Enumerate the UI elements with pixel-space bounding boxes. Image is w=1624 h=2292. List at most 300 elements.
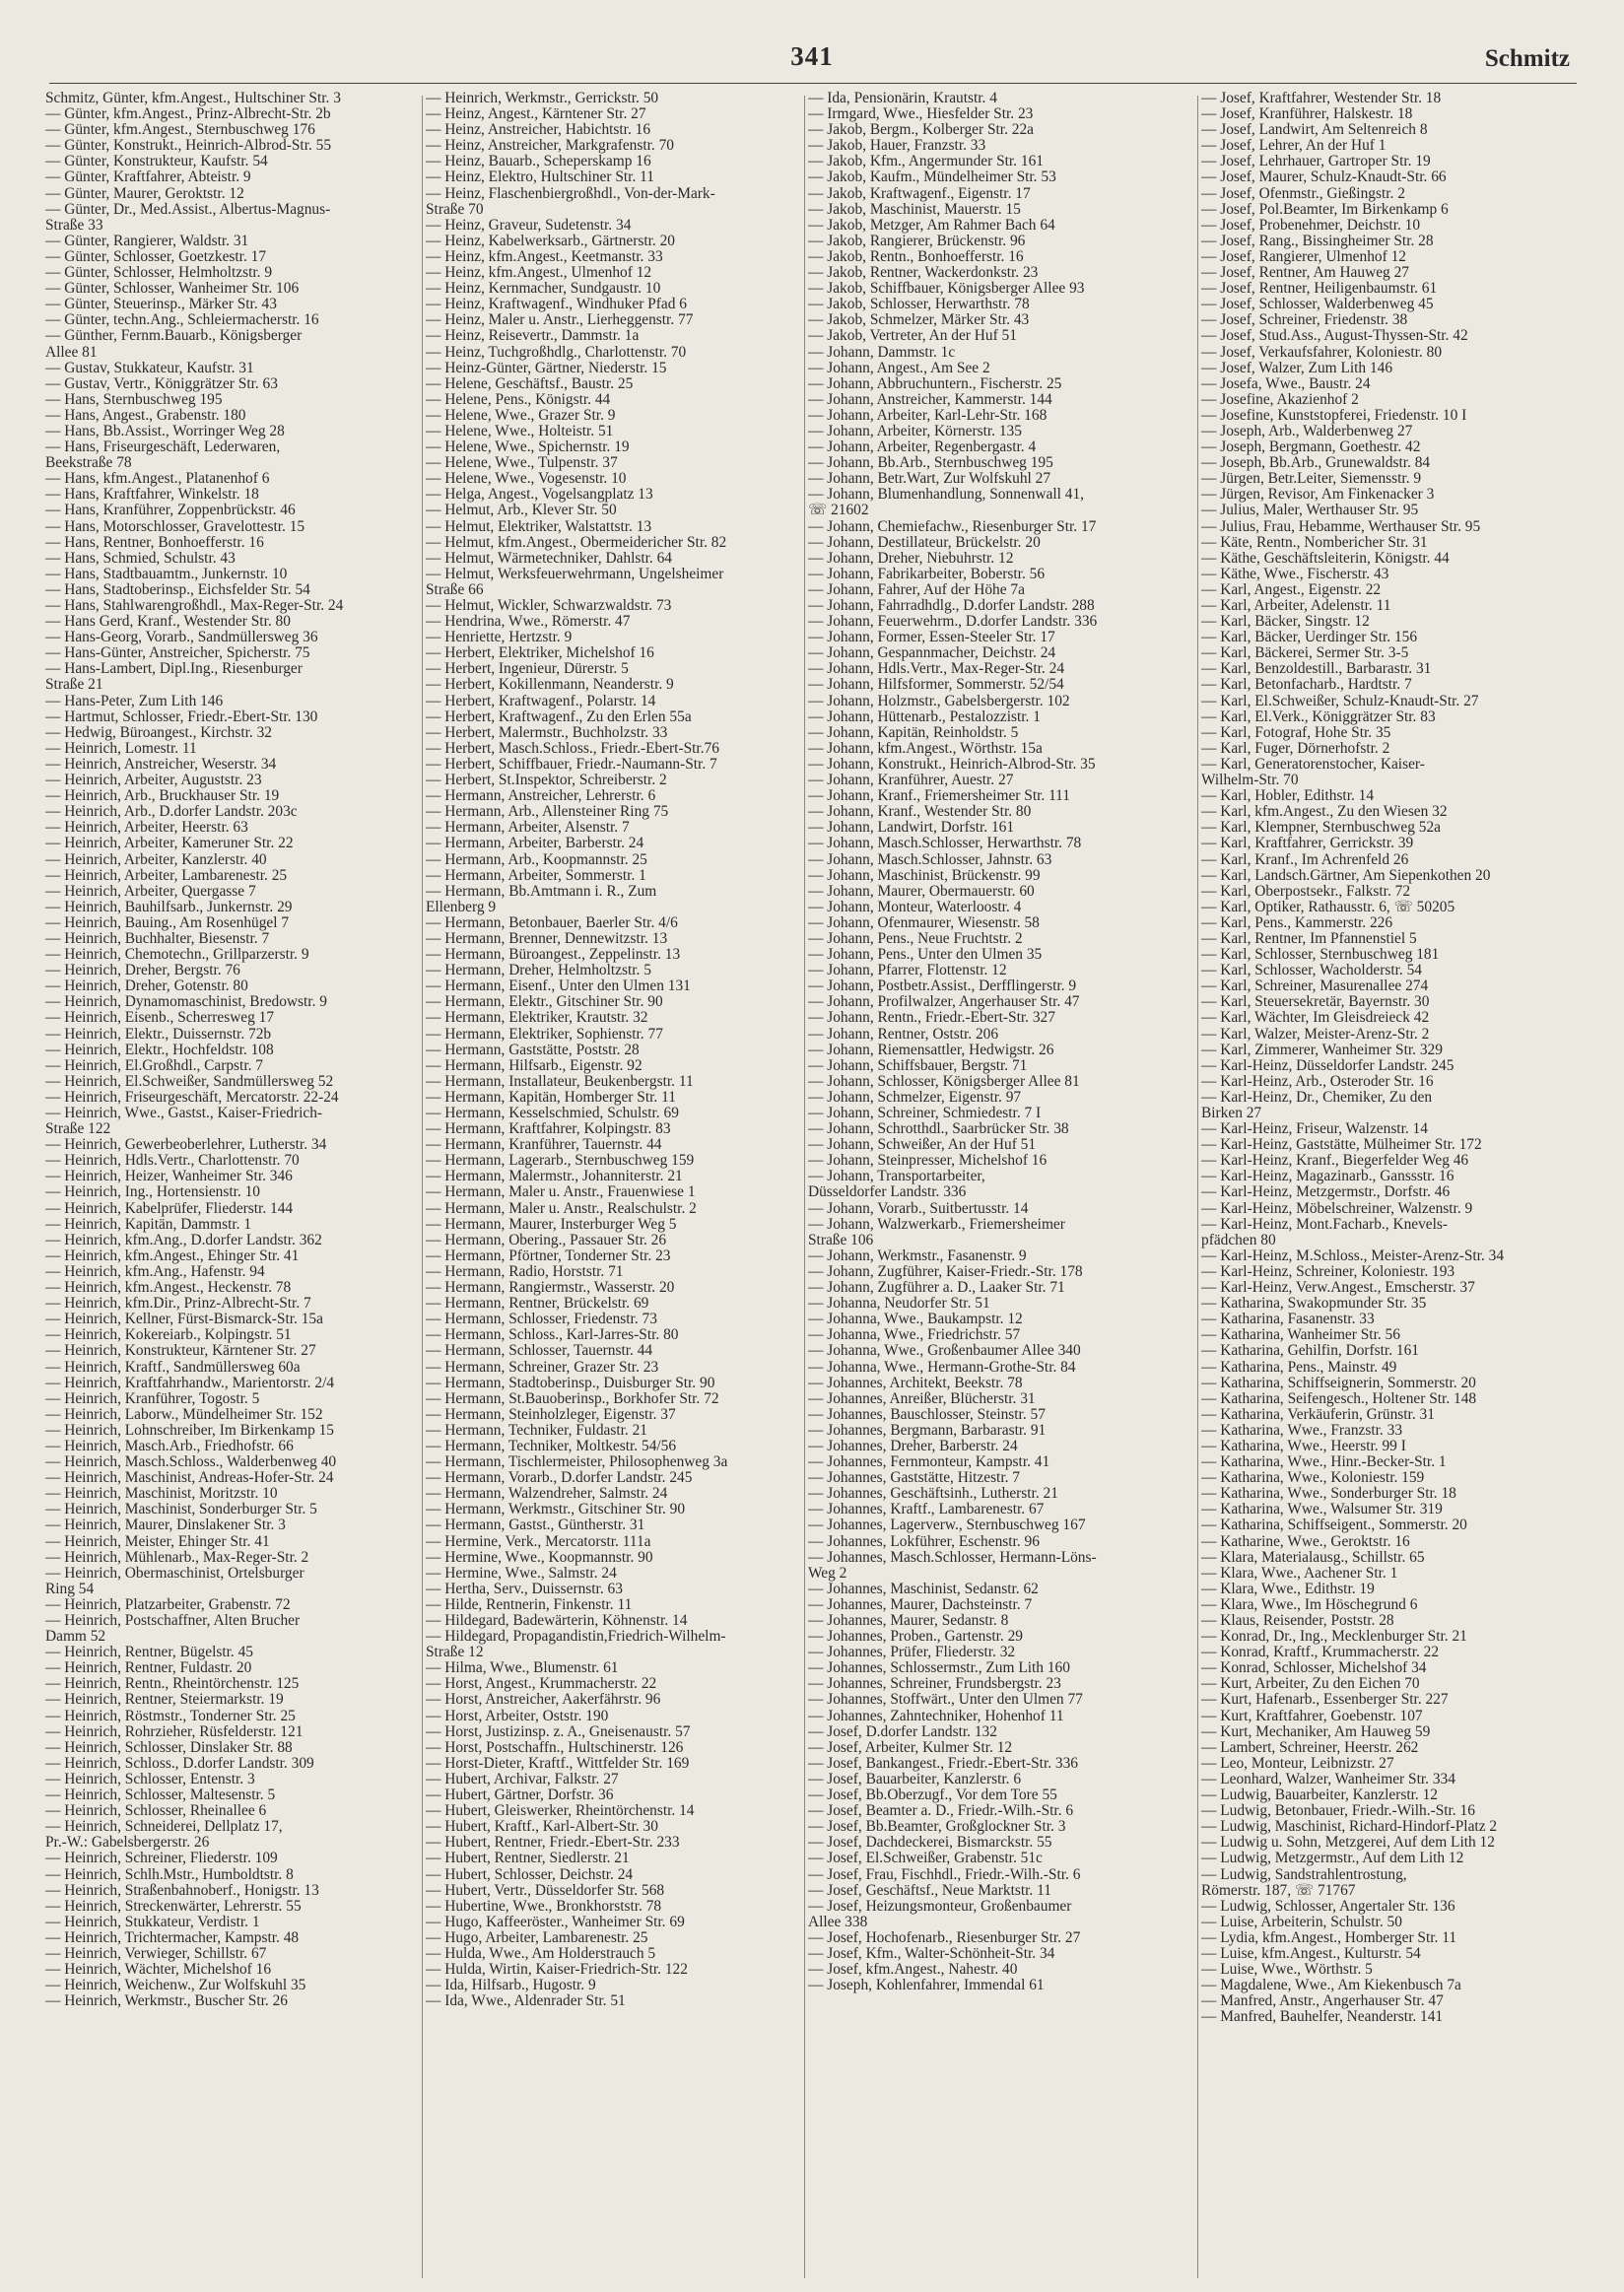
- directory-entry: — Katharina, Schiffseigent., Sommerstr. 20: [1201, 1517, 1467, 1534]
- directory-entry: — Johannes, Maurer, Dachsteinstr. 7: [808, 1596, 1033, 1613]
- directory-entry: — Heinz, Elektro, Hultschiner Str. 11: [426, 169, 654, 186]
- directory-entry: — Heinrich, kfm.Angest., Ehinger Str. 41: [45, 1247, 300, 1264]
- directory-entry: — Hermann, Walzendreher, Salmstr. 24: [426, 1486, 668, 1503]
- directory-entry: — Karl, Optiker, Rathausstr. 6, ☏ 50205: [1201, 899, 1455, 915]
- directory-entry: — Heinz-Günter, Gärtner, Niederstr. 15: [426, 360, 667, 376]
- directory-entry: — Katharina, Wwe., Walsumer Str. 319: [1201, 1502, 1443, 1518]
- directory-entry: — Julius, Maler, Werthauser Str. 95: [1201, 503, 1419, 519]
- directory-entry: — Josef, Bankangest., Friedr.-Ebert-Str. 336: [808, 1755, 1078, 1772]
- directory-entry: — Heinrich, Buchhalter, Biesenstr. 7: [45, 930, 270, 947]
- directory-entry: — Johann, Arbeiter, Karl-Lehr-Str. 168: [808, 407, 1048, 424]
- directory-entry: — Johann, Holzmstr., Gabelsbergerstr. 102: [808, 693, 1070, 709]
- directory-entry: — Horst, Justizinsp. z. A., Gneisenaustr. 57: [426, 1723, 691, 1740]
- directory-entry: — Karl, Pens., Kammerstr. 226: [1201, 914, 1393, 931]
- directory-entry: — Lydia, kfm.Angest., Homberger Str. 11: [1201, 1929, 1457, 1946]
- directory-entry: — Helmut, Werksfeuerwehrmann, Ungelsheimer: [426, 566, 724, 582]
- directory-entry: — Kurt, Hafenarb., Essenberger Str. 227: [1201, 1692, 1449, 1709]
- directory-entry: — Josef, Beamter a. D., Friedr.-Wilh.-Str. 6: [808, 1803, 1074, 1820]
- directory-entry: — Josef, D.dorfer Landstr. 132: [808, 1723, 997, 1740]
- directory-entry: — Hermann, Dreher, Helmholtzstr. 5: [426, 963, 651, 979]
- directory-entry: — Käthe, Wwe., Fischerstr. 43: [1201, 566, 1389, 582]
- directory-entry: — Hermann, Techniker, Fuldastr. 21: [426, 1422, 647, 1439]
- directory-entry: — Hermann, Arbeiter, Barberstr. 24: [426, 836, 644, 852]
- directory-entry: — Heinz, Kabelwerksarb., Gärtnerstr. 20: [426, 233, 676, 249]
- directory-entry: Straße 122: [45, 1121, 111, 1138]
- directory-entry: — Johann, Abbruchuntern., Fischerstr. 25: [808, 375, 1062, 392]
- directory-entry: — Johann, Destillateur, Brückelstr. 20: [808, 534, 1041, 551]
- directory-entry: — Hubertine, Wwe., Bronkhorststr. 78: [426, 1898, 662, 1915]
- directory-entry: — Karl, Bäcker, Singstr. 12: [1201, 614, 1370, 631]
- directory-entry: — Jürgen, Revisor, Am Finkenacker 3: [1201, 487, 1435, 504]
- directory-entry: — Hermann, Malermstr., Johanniterstr. 21: [426, 1169, 683, 1185]
- directory-entry: — Josef, Kranführer, Halskestr. 18: [1201, 106, 1413, 123]
- directory-entry: — Johannes, Maschinist, Sedanstr. 62: [808, 1581, 1039, 1597]
- directory-entry: — Horst, Arbeiter, Oststr. 190: [426, 1708, 609, 1724]
- directory-entry: — Hermann, Gaststätte, Poststr. 28: [426, 1042, 640, 1058]
- directory-entry: — Hermann, Arb., Koopmannstr. 25: [426, 851, 647, 868]
- directory-entry: — Hermann, Stadtoberinsp., Duisburger Str. 90: [426, 1375, 715, 1391]
- directory-entry: — Günter, kfm.Angest., Prinz-Albrecht-Str. 2b: [45, 106, 331, 123]
- directory-entry: Römerstr. 187, ☏ 71767: [1201, 1882, 1356, 1899]
- directory-entry: — Johann, Postbetr.Assist., Derfflingerstr. 9: [808, 978, 1077, 995]
- directory-entry: — Hermann, Elektriker, Krautstr. 32: [426, 1010, 648, 1027]
- directory-entry: — Klara, Materialausg., Schillstr. 65: [1201, 1549, 1425, 1566]
- directory-entry: — Hermann, Steinholzleger, Eigenstr. 37: [426, 1406, 676, 1423]
- directory-entry: — Joseph, Bergmann, Goethestr. 42: [1201, 439, 1421, 456]
- directory-entry: — Jakob, Rangierer, Brückenstr. 96: [808, 233, 1026, 249]
- column-divider: [804, 96, 805, 2278]
- directory-entry: — Gustav, Stukkateur, Kaufstr. 31: [45, 360, 254, 376]
- directory-entry: — Johann, Hdls.Vertr., Max-Reger-Str. 24: [808, 661, 1065, 678]
- directory-entry: — Heinrich, Schlosser, Entenstr. 3: [45, 1771, 255, 1787]
- directory-entry: — Hermann, Werkmstr., Gitschiner Str. 90: [426, 1502, 686, 1518]
- directory-entry: — Johann, Hilfsformer, Sommerstr. 52/54: [808, 677, 1064, 694]
- directory-entry: — Heinrich, Kabelprüfer, Fliederstr. 144: [45, 1200, 294, 1217]
- directory-entry: — Heinrich, Lomestr. 11: [45, 740, 197, 757]
- directory-entry: — Johann, Angest., Am See 2: [808, 360, 990, 376]
- directory-entry: — Johann, Betr.Wart, Zur Wolfskuhl 27: [808, 471, 1051, 488]
- directory-entry: — Johanna, Wwe., Hermann-Grothe-Str. 84: [808, 1359, 1076, 1376]
- directory-entry: — Josefine, Kunststopferei, Friedenstr. 10 I: [1201, 407, 1467, 424]
- directory-entry: — Heinrich, Maurer, Dinslakener Str. 3: [45, 1517, 286, 1534]
- directory-entry: — Hermann, Kranführer, Tauernstr. 44: [426, 1137, 662, 1154]
- directory-entry: — Günter, Schlosser, Wanheimer Str. 106: [45, 281, 300, 298]
- directory-entry: — Hermann, Schlosser, Tauernstr. 44: [426, 1343, 653, 1360]
- directory-entry: — Jakob, Schiffbauer, Königsberger Allee 93: [808, 281, 1085, 298]
- directory-entry: — Karl, Kraftfahrer, Gerrickstr. 39: [1201, 836, 1414, 852]
- directory-entry: — Heinrich, Maschinist, Sonderburger Str. 5: [45, 1502, 317, 1518]
- directory-entry: — Johann, Maschinist, Brückenstr. 99: [808, 867, 1041, 884]
- directory-entry: — Heinrich, Stukkateur, Verdistr. 1: [45, 1914, 260, 1930]
- directory-entry: — Heinz, Kraftwagenf., Windhuker Pfad 6: [426, 297, 687, 313]
- directory-entry: pfädchen 80: [1201, 1232, 1276, 1248]
- directory-entry: Beekstraße 78: [45, 455, 132, 472]
- directory-entry: — Katharine, Wwe., Geroktstr. 16: [1201, 1533, 1410, 1550]
- directory-entry: — Johann, Arbeiter, Körnerstr. 135: [808, 423, 1022, 439]
- directory-entry: — Hedwig, Büroangest., Kirchstr. 32: [45, 724, 272, 741]
- directory-entry: — Karl, Schlosser, Wacholderstr. 54: [1201, 963, 1422, 979]
- directory-entry: Allee 338: [808, 1914, 868, 1930]
- directory-entry: — Heinrich, Postschaffner, Alten Brucher: [45, 1613, 301, 1629]
- directory-entry: — Josef, Heizungsmonteur, Großenbaumer: [808, 1898, 1072, 1915]
- directory-entry: — Heinrich, Dreher, Bergstr. 76: [45, 963, 240, 979]
- directory-entry: — Katharina, Seifengesch., Holtener Str. 148: [1201, 1390, 1477, 1407]
- directory-entry: — Kurt, Mechaniker, Am Hauweg 59: [1201, 1723, 1431, 1740]
- directory-entry: — Johannes, Architekt, Beekstr. 78: [808, 1375, 1023, 1391]
- directory-entry: — Heinrich, Dreher, Gotenstr. 80: [45, 978, 248, 995]
- directory-entry: — Heinrich, Arb., D.dorfer Landstr. 203c: [45, 804, 298, 821]
- directory-entry: — Karl, Rentner, Im Pfannenstiel 5: [1201, 930, 1417, 947]
- directory-entry: — Herbert, Schiffbauer, Friedr.-Naumann-Str. 7: [426, 756, 717, 773]
- directory-entry: — Leonhard, Walzer, Wanheimer Str. 334: [1201, 1771, 1455, 1787]
- directory-entry: — Konrad, Schlosser, Michelshof 34: [1201, 1660, 1427, 1677]
- directory-entry: — Heinrich, Ing., Hortensienstr. 10: [45, 1184, 260, 1201]
- directory-entry: — Heinrich, Röstmstr., Tonderner Str. 25: [45, 1708, 296, 1724]
- directory-entry: — Josef, Ofenmstr., Gießingstr. 2: [1201, 185, 1405, 202]
- directory-entry: — Hermann, Obering., Passauer Str. 26: [426, 1232, 667, 1248]
- directory-entry: — Jakob, Schmelzer, Märker Str. 43: [808, 312, 1030, 329]
- directory-entry: — Hermann, Arbeiter, Alsenstr. 7: [426, 820, 630, 837]
- directory-entry: — Hermann, Bb.Amtmann i. R., Zum: [426, 883, 657, 900]
- directory-entry: — Johann, Kapitän, Reinholdstr. 5: [808, 724, 1019, 741]
- directory-entry: — Günter, Konstrukteur, Kaufstr. 54: [45, 154, 268, 170]
- directory-entry: Ring 54: [45, 1581, 95, 1597]
- directory-entry: — Jakob, Kaufm., Mündelheimer Str. 53: [808, 169, 1056, 186]
- directory-entry: — Hans Gerd, Kranf., Westender Str. 80: [45, 614, 291, 631]
- directory-entry: — Heinrich, kfm.Angest., Heckenstr. 78: [45, 1280, 292, 1297]
- directory-entry: — Heinrich, Werkmstr., Buscher Str. 26: [45, 1993, 288, 2010]
- directory-entry: — Heinrich, Elektr., Duissernstr. 72b: [45, 1026, 272, 1043]
- directory-entry: — Herbert, Kokillenmann, Neanderstr. 9: [426, 677, 674, 694]
- directory-entry: — Katharina, Wwe., Heerstr. 99 I: [1201, 1438, 1406, 1454]
- directory-entry: — Hilma, Wwe., Blumenstr. 61: [426, 1660, 619, 1677]
- directory-entry: — Günter, Schlosser, Helmholtzstr. 9: [45, 265, 273, 282]
- directory-entry: — Heinrich, Platzarbeiter, Grabenstr. 72: [45, 1596, 291, 1613]
- directory-entry: — Josef, Lehrer, An der Huf 1: [1201, 138, 1387, 155]
- directory-entry: — Horst, Postschaffn., Hultschinerstr. 126: [426, 1739, 684, 1756]
- directory-entry: Allee 81: [45, 344, 98, 361]
- directory-entry: — Heinrich, Schneiderei, Dellplatz 17,: [45, 1819, 283, 1836]
- directory-entry: — Heinrich, Arb., Bruckhauser Str. 19: [45, 788, 280, 805]
- directory-entry: Birken 27: [1201, 1106, 1262, 1121]
- directory-entry: — Helmut, Wärmetechniker, Dahlstr. 64: [426, 550, 672, 567]
- directory-entry: — Heinrich, Arbeiter, Kameruner Str. 22: [45, 836, 294, 852]
- directory-entry: — Hubert, Kraftf., Karl-Albert-Str. 30: [426, 1819, 658, 1836]
- directory-entry: — Hermann, Pförtner, Tonderner Str. 23: [426, 1247, 671, 1264]
- directory-entry: — Horst-Dieter, Kraftf., Wittfelder Str. 169: [426, 1755, 690, 1772]
- directory-entry: — Johannes, Schlossermstr., Zum Lith 160: [808, 1660, 1070, 1677]
- directory-entry: — Karl-Heinz, M.Schloss., Meister-Arenz-Str. 34: [1201, 1247, 1505, 1264]
- directory-entry: — Karl, Arbeiter, Adelenstr. 11: [1201, 598, 1391, 614]
- directory-entry: — Horst, Anstreicher, Aakerfährstr. 96: [426, 1692, 661, 1709]
- directory-entry: — Heinz, kfm.Angest., Keetmanstr. 33: [426, 248, 663, 265]
- directory-entry: — Josef, Kraftfahrer, Westender Str. 18: [1201, 91, 1442, 106]
- directory-entry: — Helmut, kfm.Angest., Obermeidericher Str. 82: [426, 534, 727, 551]
- directory-entry: — Heinrich, Kraftf., Sandmüllersweg 60a: [45, 1359, 301, 1376]
- directory-entry: — Johann, Schreiner, Schmiedestr. 7 I: [808, 1106, 1042, 1121]
- directory-entry: — Johann, Fahrer, Auf der Höhe 7a: [808, 581, 1025, 598]
- directory-entry: — Jakob, Kraftwagenf., Eigenstr. 17: [808, 185, 1031, 202]
- directory-entry: — Heinrich, Schlosser, Maltesenstr. 5: [45, 1787, 276, 1804]
- directory-entry: — Hubert, Vertr., Düsseldorfer Str. 568: [426, 1882, 665, 1899]
- directory-entry: Düsseldorfer Landstr. 336: [808, 1184, 967, 1201]
- directory-entry: — Hans, Sternbuschweg 195: [45, 391, 223, 408]
- directory-entry: — Heinrich, Arbeiter, Kanzlerstr. 40: [45, 851, 267, 868]
- directory-entry: — Klara, Wwe., Edithstr. 19: [1201, 1581, 1375, 1597]
- directory-entry: — Hermann, Maler u. Anstr., Realschulstr. 2: [426, 1200, 697, 1217]
- directory-entry: — Karl, Schlosser, Sternbuschweg 181: [1201, 947, 1440, 964]
- directory-entry: — Hermann, Kraftfahrer, Kolpingstr. 83: [426, 1121, 671, 1138]
- directory-entry: — Heinrich, Kraftfahrhandw., Marientorstr. 2/4: [45, 1375, 335, 1391]
- directory-entry: — Hilde, Rentnerin, Finkenstr. 11: [426, 1596, 633, 1613]
- directory-entry: — Ludwig, Metzgermstr., Auf dem Lith 12: [1201, 1851, 1464, 1867]
- directory-entry: — Heinrich, Rentner, Steiermarkstr. 19: [45, 1692, 284, 1709]
- directory-entry: — Hermann, Anstreicher, Lehrerstr. 6: [426, 788, 656, 805]
- directory-entry: — Ida, Hilfsarb., Hugostr. 9: [426, 1978, 596, 1994]
- directory-entry: — Joseph, Bb.Arb., Grunewaldstr. 84: [1201, 455, 1431, 472]
- directory-entry: — Johann, Masch.Schlosser, Jahnstr. 63: [808, 851, 1052, 868]
- directory-entry: — Hermann, Radio, Horststr. 71: [426, 1263, 624, 1280]
- directory-entry: — Heinrich, Werkmstr., Gerrickstr. 50: [426, 91, 659, 106]
- directory-entry: — Heinrich, Konstrukteur, Kärntener Str. 27: [45, 1343, 316, 1360]
- directory-entry: — Johann, Hüttenarb., Pestalozzistr. 1: [808, 708, 1041, 725]
- directory-entry: — Herbert, Elektriker, Michelshof 16: [426, 645, 654, 662]
- directory-entry: — Hubert, Rentner, Siedlerstr. 21: [426, 1851, 630, 1867]
- directory-entry: — Johannes, Geschäftsinh., Lutherstr. 21: [808, 1486, 1058, 1503]
- directory-entry: — Katharina, Wwe., Franzstr. 33: [1201, 1422, 1403, 1439]
- directory-entry: — Hubert, Archivar, Falkstr. 27: [426, 1771, 619, 1787]
- directory-entry: — Heinrich, El.Schweißer, Sandmüllersweg 52: [45, 1073, 334, 1090]
- directory-entry: — Johann, Rentn., Friedr.-Ebert-Str. 327: [808, 1010, 1055, 1027]
- directory-entry: — Johann, Schlosser, Königsberger Allee 81: [808, 1073, 1080, 1090]
- directory-entry: — Johannes, Dreher, Barberstr. 24: [808, 1438, 1018, 1454]
- directory-entry: — Karl, Wächter, Im Gleisdreieck 42: [1201, 1010, 1430, 1027]
- directory-entry: — Johann, Landwirt, Dorfstr. 161: [808, 820, 1015, 837]
- directory-entry: — Hans, Friseurgeschäft, Lederwaren,: [45, 439, 281, 456]
- directory-entry: — Herbert, Ingenieur, Dürerstr. 5: [426, 661, 629, 678]
- directory-entry: — Karl-Heinz, Gaststätte, Mülheimer Str. 172: [1201, 1137, 1482, 1154]
- directory-entry: — Karl, Generatorenstocher, Kaiser-: [1201, 756, 1425, 773]
- directory-entry: — Karl-Heinz, Kranf., Biegerfelder Weg 46: [1201, 1153, 1469, 1170]
- directory-entry: — Hermann, Schlosser, Friedenstr. 73: [426, 1312, 657, 1328]
- directory-entry: — Johann, Arbeiter, Regenbergastr. 4: [808, 439, 1037, 456]
- directory-entry: — Hermine, Verk., Mercatorstr. 111a: [426, 1533, 651, 1550]
- directory-entry: — Henriette, Hertzstr. 9: [426, 630, 573, 646]
- directory-entry: — Josef, Schlosser, Walderbenweg 45: [1201, 297, 1434, 313]
- directory-entry: — Jakob, Vertreter, An der Huf 51: [808, 328, 1017, 345]
- directory-entry: — Johanna, Neudorfer Str. 51: [808, 1296, 990, 1313]
- directory-entry: — Josef, Bauarbeiter, Kanzlerstr. 6: [808, 1771, 1022, 1787]
- directory-entry: — Hans, Stadtbauamtm., Junkernstr. 10: [45, 566, 288, 582]
- directory-entry: — Heinrich, Straßenbahnoberf., Honigstr. 13: [45, 1882, 319, 1899]
- directory-entry: — Günter, Steuerinsp., Märker Str. 43: [45, 297, 277, 313]
- directory-entry: — Irmgard, Wwe., Hiesfelder Str. 23: [808, 106, 1034, 123]
- directory-entry: — Karl-Heinz, Dr., Chemiker, Zu den: [1201, 1089, 1433, 1106]
- directory-entry: — Ludwig, Sandstrahlentrostung,: [1201, 1866, 1407, 1883]
- directory-entry: — Karl-Heinz, Magazinarb., Ganssstr. 16: [1201, 1169, 1455, 1185]
- directory-entry: — Hermann, Elektriker, Sophienstr. 77: [426, 1026, 663, 1043]
- directory-entry: — Josef, Verkaufsfahrer, Koloniestr. 80: [1201, 344, 1443, 361]
- directory-entry: — Katharina, Gehilfin, Dorfstr. 161: [1201, 1343, 1419, 1360]
- directory-entry: — Heinz, Anstreicher, Habichtstr. 16: [426, 122, 651, 139]
- directory-entry: — Hubert, Rentner, Friedr.-Ebert-Str. 233: [426, 1835, 680, 1852]
- directory-entry: — Hans-Lambert, Dipl.Ing., Riesenburger: [45, 661, 303, 678]
- directory-entry: — Magdalene, Wwe., Am Kiekenbusch 7a: [1201, 1978, 1461, 1994]
- directory-entry: — Hugo, Arbeiter, Lambarenestr. 25: [426, 1929, 648, 1946]
- directory-entry: — Hermann, Techniker, Moltkestr. 54/56: [426, 1438, 677, 1454]
- directory-entry: — Joseph, Arb., Walderbenweg 27: [1201, 423, 1413, 439]
- directory-entry: — Johann, Blumenhandlung, Sonnenwall 41,: [808, 487, 1084, 504]
- directory-entry: — Johann, Former, Essen-Steeler Str. 17: [808, 630, 1055, 646]
- directory-entry: — Karl-Heinz, Düsseldorfer Landstr. 245: [1201, 1057, 1455, 1074]
- directory-entry: — Hubert, Gärtner, Dorfstr. 36: [426, 1787, 614, 1804]
- directory-entry: Ellenberg 9: [426, 899, 497, 915]
- directory-entry: — Heinrich, kfm.Dir., Prinz-Albrecht-Str. 7: [45, 1296, 311, 1313]
- directory-entry: — Heinrich, Verwieger, Schillstr. 67: [45, 1945, 267, 1962]
- directory-entry: — Heinrich, Anstreicher, Weserstr. 34: [45, 756, 277, 773]
- directory-entry: — Karl, Walzer, Meister-Arenz-Str. 2: [1201, 1026, 1430, 1043]
- directory-entry: — Josef, Dachdeckerei, Bismarckstr. 55: [808, 1835, 1052, 1852]
- directory-entry: — Heinrich, Masch.Arb., Friedhofstr. 66: [45, 1438, 294, 1454]
- directory-entry: — Karl, Benzoldestill., Barbarastr. 31: [1201, 661, 1432, 678]
- directory-entry: — Heinrich, Kranführer, Togostr. 5: [45, 1390, 260, 1407]
- directory-entry: — Heinrich, kfm.Ang., D.dorfer Landstr. 362: [45, 1232, 322, 1248]
- directory-entry: — Günter, Maurer, Geroktstr. 12: [45, 185, 244, 202]
- directory-entry: — Luise, Arbeiterin, Schulstr. 50: [1201, 1914, 1402, 1930]
- directory-entry: — Hans, Bb.Assist., Worringer Weg 28: [45, 423, 285, 439]
- directory-entry: — Johann, Kranf., Friemersheimer Str. 111: [808, 788, 1071, 805]
- directory-entry: — Helene, Wwe., Holteistr. 51: [426, 423, 614, 439]
- directory-entry: — Heinrich, Schloss., D.dorfer Landstr. 309: [45, 1755, 314, 1772]
- directory-entry: — Karl-Heinz, Arb., Osteroder Str. 16: [1201, 1073, 1434, 1090]
- directory-entry: — Johann, Werkmstr., Fasanenstr. 9: [808, 1247, 1027, 1264]
- directory-entry: — Günter, Kraftfahrer, Abteistr. 9: [45, 169, 251, 186]
- directory-entry: — Manfred, Anstr., Angerhauser Str. 47: [1201, 1993, 1444, 2010]
- directory-entry: — Johanna, Wwe., Großenbaumer Allee 340: [808, 1343, 1081, 1360]
- directory-entry: — Karl, Betonfacharb., Hardtstr. 7: [1201, 677, 1412, 694]
- directory-entry: — Hubert, Schlosser, Deichstr. 24: [426, 1866, 634, 1883]
- directory-entry: — Günter, Konstrukt., Heinrich-Albrod-Str. 55: [45, 138, 332, 155]
- directory-entry: — Johannes, Lagerverw., Sternbuschweg 167: [808, 1517, 1086, 1534]
- directory-entry: ☏ 21602: [808, 503, 869, 519]
- directory-entry: — Katharina, Wwe., Hinr.-Becker-Str. 1: [1201, 1454, 1447, 1471]
- directory-entry: — Helmut, Wickler, Schwarzwaldstr. 73: [426, 598, 672, 614]
- directory-entry: — Klaus, Reisender, Poststr. 28: [1201, 1613, 1394, 1629]
- directory-entry: — Johann, Pfarrer, Flottenstr. 12: [808, 963, 1007, 979]
- directory-entry: — Helene, Pens., Königstr. 44: [426, 391, 611, 408]
- page-number: 341: [790, 41, 834, 71]
- directory-entry: — Heinrich, Chemotechn., Grillparzerstr. 9: [45, 947, 309, 964]
- directory-entry: — Johann, Bb.Arb., Sternbuschweg 195: [808, 455, 1053, 472]
- directory-entry: — Johann, Maurer, Obermauerstr. 60: [808, 883, 1035, 900]
- directory-entry: — Hermann, Arb., Allensteiner Ring 75: [426, 804, 669, 821]
- directory-entry: — Jakob, Rentn., Bonhoefferstr. 16: [808, 248, 1024, 265]
- directory-entry: — Karl, kfm.Angest., Zu den Wiesen 32: [1201, 804, 1448, 821]
- directory-entry: — Johann, Pens., Neue Fruchtstr. 2: [808, 930, 1023, 947]
- directory-entry: — Josef, Lehrhauer, Gartroper Str. 19: [1201, 154, 1431, 170]
- directory-column-2: [426, 91, 802, 2280]
- directory-entry: — Johannes, Lokführer, Eschenstr. 96: [808, 1533, 1040, 1550]
- directory-entry: — Heinrich, Kellner, Fürst-Bismarck-Str. 15a: [45, 1312, 323, 1328]
- directory-entry: — Johannes, Masch.Schlosser, Hermann-Löns-: [808, 1549, 1097, 1566]
- directory-entry: — Ludwig, Schlosser, Angertaler Str. 136: [1201, 1898, 1455, 1915]
- directory-entry: — Johann, Gespannmacher, Deichstr. 24: [808, 645, 1056, 662]
- directory-entry: — Günter, Schlosser, Goetzkestr. 17: [45, 248, 267, 265]
- directory-entry: — Johann, Walzwerkarb., Friemersheimer: [808, 1216, 1065, 1233]
- directory-entry: — Heinrich, kfm.Ang., Hafenstr. 94: [45, 1263, 265, 1280]
- directory-entry: Weg 2: [808, 1565, 847, 1582]
- directory-entry: — Hans, Stadtoberinsp., Eichsfelder Str. 54: [45, 581, 310, 598]
- directory-entry: — Hermann, Arbeiter, Sommerstr. 1: [426, 867, 646, 884]
- page-header: [0, 0, 1624, 89]
- directory-entry: — Hermine, Wwe., Salmstr. 24: [426, 1565, 617, 1582]
- directory-entry: — Hans-Georg, Vorarb., Sandmüllersweg 36: [45, 630, 318, 646]
- directory-entry: — Karl-Heinz, Möbelschreiner, Walzenstr. 9: [1201, 1200, 1473, 1217]
- directory-entry: — Johann, Dammstr. 1c: [808, 344, 956, 361]
- directory-entry: — Johann, Zugführer, Kaiser-Friedr.-Str. 178: [808, 1263, 1083, 1280]
- directory-entry: — Helmut, Arb., Klever Str. 50: [426, 503, 617, 519]
- directory-entry: — Karl, Klempner, Sternbuschweg 52a: [1201, 820, 1442, 837]
- directory-entry: — Heinrich, Schlh.Mstr., Humboldtstr. 8: [45, 1866, 294, 1883]
- directory-entry: — Ida, Wwe., Aldenrader Str. 51: [426, 1993, 626, 2010]
- directory-entry: — Jakob, Maschinist, Mauerstr. 15: [808, 201, 1021, 218]
- directory-entry: — Klara, Wwe., Aachener Str. 1: [1201, 1565, 1398, 1582]
- directory-entry: — Horst, Angest., Krummacherstr. 22: [426, 1676, 657, 1693]
- directory-entry: — Herbert, Masch.Schloss., Friedr.-Ebert-Str.76: [426, 740, 719, 757]
- directory-entry: — Hermann, Tischlermeister, Philosophenweg 3a: [426, 1454, 728, 1471]
- directory-entry: — Heinrich, Bauing., Am Rosenhügel 7: [45, 914, 290, 931]
- directory-entry: — Josef, kfm.Angest., Nahestr. 40: [808, 1962, 1018, 1979]
- directory-entry: — Hildegard, Propagandistin,Friedrich-Wilhelm-: [426, 1629, 726, 1646]
- directory-entry: — Günter, Dr., Med.Assist., Albertus-Magnus-: [45, 201, 331, 218]
- column-divider: [1197, 96, 1198, 2278]
- directory-entry: — Jakob, Kfm., Angermunder Str. 161: [808, 154, 1044, 170]
- directory-entry: — Josef, Rentner, Am Hauweg 27: [1201, 265, 1409, 282]
- directory-entry: — Hans, Motorschlosser, Gravelottestr. 15: [45, 518, 305, 535]
- directory-entry: — Hans-Günter, Anstreicher, Spicherstr. 75: [45, 645, 310, 662]
- directory-entry: — Jakob, Metzger, Am Rahmer Bach 64: [808, 217, 1055, 234]
- directory-column-3: [808, 91, 1195, 2280]
- directory-entry: — Helmut, Elektriker, Walstattstr. 13: [426, 518, 652, 535]
- directory-entry: — Helene, Wwe., Grazer Str. 9: [426, 407, 616, 424]
- directory-entry: — Hartmut, Schlosser, Friedr.-Ebert-Str. 130: [45, 708, 318, 725]
- directory-entry: — Heinz, Maler u. Anstr., Lierheggenstr. 77: [426, 312, 694, 329]
- directory-entry: — Hermann, Eisenf., Unter den Ulmen 131: [426, 978, 691, 995]
- directory-entry: — Hermann, Lagerarb., Sternbuschweg 159: [426, 1153, 695, 1170]
- directory-entry: — Heinrich, Bauhilfsarb., Junkernstr. 29: [45, 899, 293, 915]
- directory-entry: — Heinz, Flaschenbiergroßhdl., Von-der-Mark-: [426, 185, 715, 202]
- directory-entry: — Hermann, St.Bauoberinsp., Borkhofer Str. 72: [426, 1390, 719, 1407]
- directory-entry: — Josef, Bb.Beamter, Großglockner Str. 3: [808, 1819, 1066, 1836]
- directory-entry: — Heinrich, Arbeiter, Quergasse 7: [45, 883, 256, 900]
- directory-entry: — Luise, kfm.Angest., Kulturstr. 54: [1201, 1945, 1421, 1962]
- directory-entry: — Johann, Monteur, Waterloostr. 4: [808, 899, 1022, 915]
- directory-entry: — Karl-Heinz, Friseur, Walzenstr. 14: [1201, 1121, 1428, 1138]
- directory-entry: — Jürgen, Betr.Leiter, Siemensstr. 9: [1201, 471, 1422, 488]
- directory-entry: — Josef, Bb.Oberzugf., Vor dem Tore 55: [808, 1787, 1057, 1804]
- directory-entry: Straße 33: [45, 217, 103, 234]
- directory-entry: — Heinrich, Kapitän, Dammstr. 1: [45, 1216, 252, 1233]
- directory-entry: — Hermine, Wwe., Koopmannstr. 90: [426, 1549, 653, 1566]
- directory-entry: — Hermann, Betonbauer, Baerler Str. 4/6: [426, 914, 678, 931]
- directory-entry: — Heinrich, Maschinist, Andreas-Hofer-Str. 24: [45, 1470, 334, 1487]
- directory-entry: — Heinrich, Rohrzieher, Rüsfelderstr. 121: [45, 1723, 304, 1740]
- directory-entry: — Heinrich, Trichtermacher, Kampstr. 48: [45, 1929, 300, 1946]
- directory-entry: — Karl, Fotograf, Hohe Str. 35: [1201, 724, 1391, 741]
- directory-entry: — Katharina, Schiffseignerin, Sommerstr. 20: [1201, 1375, 1476, 1391]
- directory-entry: — Katharina, Fasanenstr. 33: [1201, 1312, 1375, 1328]
- directory-entry: — Hulda, Wwe., Am Holderstrauch 5: [426, 1945, 656, 1962]
